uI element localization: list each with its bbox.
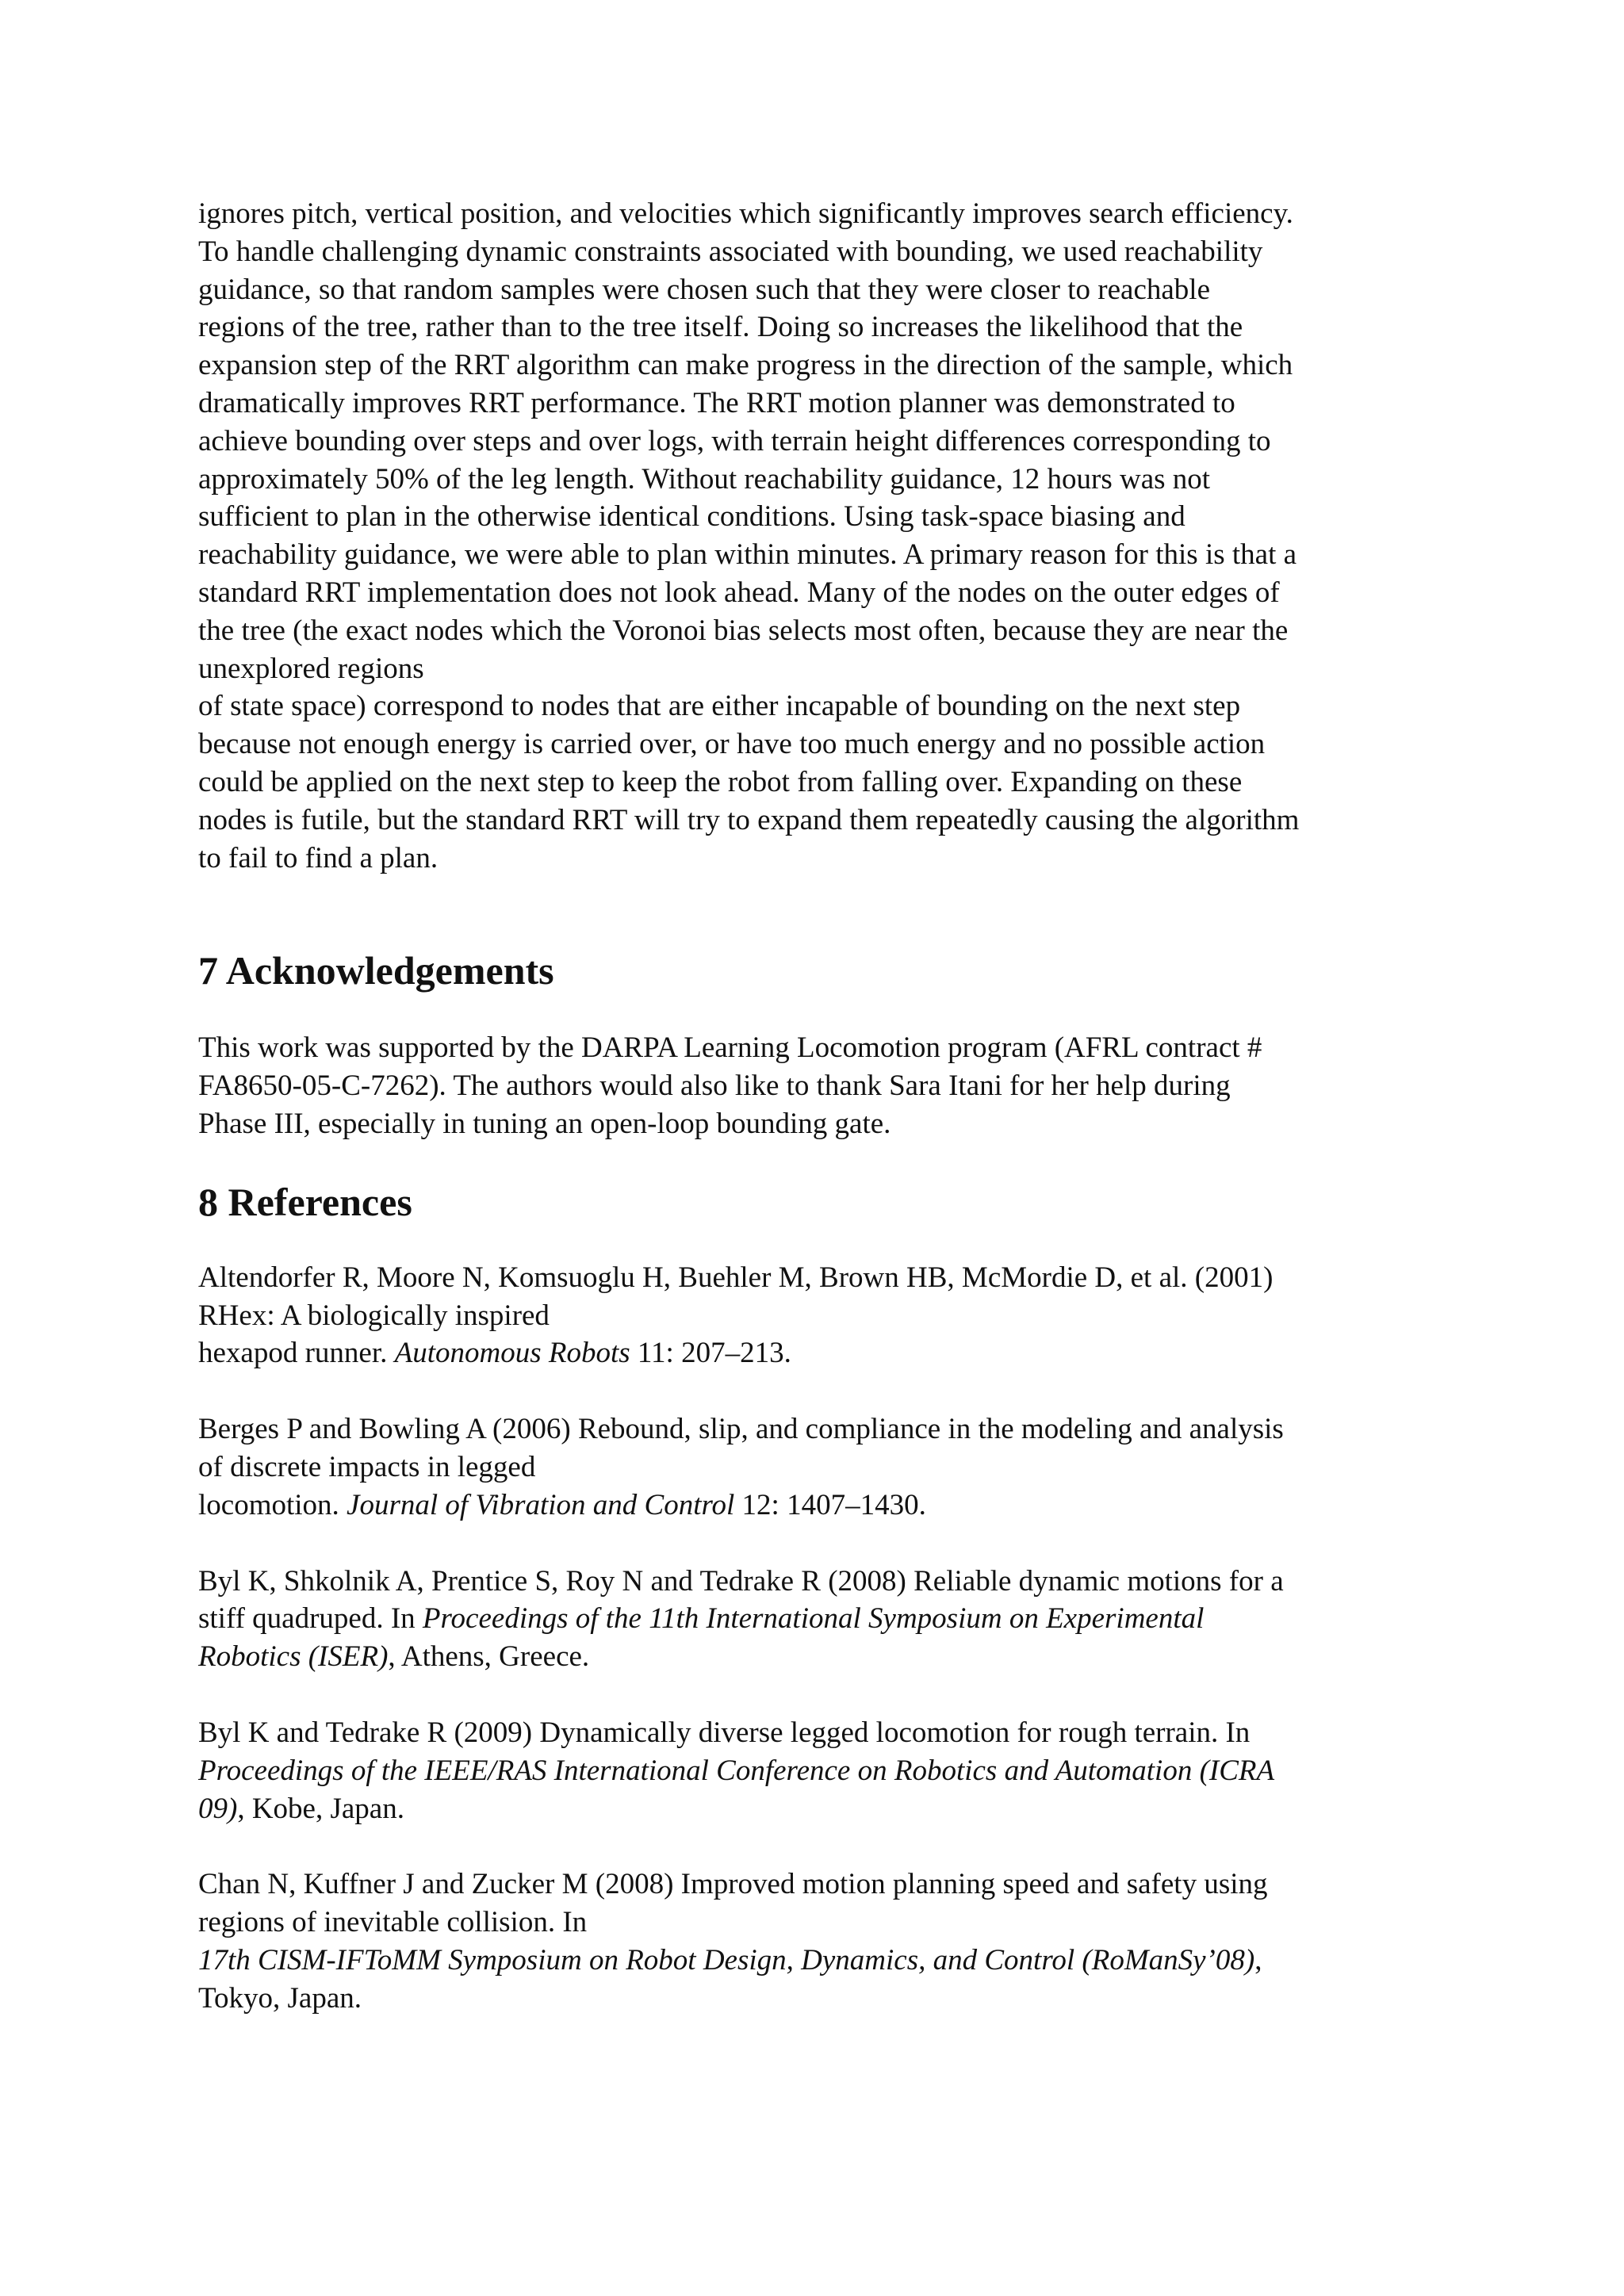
text-segment: , Kobe, Japan. bbox=[237, 1792, 404, 1825]
reference-entry bbox=[198, 1714, 1435, 1827]
text-segment: hexapod runner. bbox=[198, 1337, 395, 1370]
proceedings-title: Proceedings of the IEEE/RAS International Conference on Robotics and Automation (ICRA bbox=[198, 1754, 1275, 1787]
proceedings-title: 09) bbox=[198, 1792, 238, 1825]
text-line: because not enough energy is carried over, or have too much energy and no possible action bbox=[198, 728, 1266, 761]
text-line: standard RRT implementation does not look ahead. Many of the nodes on the outer edges of bbox=[198, 576, 1280, 609]
text-line: of discrete impacts in legged bbox=[198, 1450, 536, 1483]
document-page bbox=[198, 195, 1435, 2017]
intro-paragraph bbox=[198, 195, 1435, 877]
reference-entry bbox=[198, 1259, 1435, 1372]
text-line bbox=[198, 1790, 1435, 1828]
text-line: dramatically improves RRT performance. The RRT motion planner was demonstrated to bbox=[198, 386, 1235, 419]
text-line: unexplored regions bbox=[198, 652, 424, 685]
section-heading-references: 8 References bbox=[198, 1179, 412, 1224]
acknowledgements-paragraph bbox=[198, 1029, 1435, 1142]
text-line: FA8650-05-C-7262). The authors would also like to thank Sara Itani for her help during bbox=[198, 1070, 1231, 1103]
text-line: ignores pitch, vertical position, and velocities which significantly improves search efficiency. bbox=[198, 197, 1293, 230]
reference-entry bbox=[198, 1410, 1435, 1524]
section-heading-acknowledgements: 7 Acknowledgements bbox=[198, 948, 554, 993]
text-line bbox=[198, 1487, 1435, 1525]
text-segment: 11: 207–213. bbox=[630, 1337, 791, 1370]
text-line: RHex: A biologically inspired bbox=[198, 1299, 550, 1332]
text-segment: locomotion. bbox=[198, 1488, 347, 1521]
text-line: Tokyo, Japan. bbox=[198, 1981, 362, 2015]
proceedings-title: Robotics (ISER) bbox=[198, 1640, 389, 1674]
text-line bbox=[198, 1942, 1435, 1980]
text-line: could be applied on the next step to keep the robot from falling over. Expanding on these bbox=[198, 765, 1243, 798]
text-line: Altendorfer R, Moore N, Komsuoglu H, Buehler M, Brown HB, McMordie D, et al. (2001) bbox=[198, 1261, 1274, 1294]
text-line: reachability guidance, we were able to plan within minutes. A primary reason for this is that a bbox=[198, 538, 1297, 572]
text-line bbox=[198, 1600, 1435, 1638]
text-line: Byl K and Tedrake R (2009) Dynamically diverse legged locomotion for rough terrain. In bbox=[198, 1716, 1251, 1749]
text-segment: , Athens, Greece. bbox=[388, 1640, 590, 1674]
text-line: achieve bounding over steps and over logs, with terrain height differences corresponding to bbox=[198, 424, 1271, 457]
reference-entry bbox=[198, 1866, 1435, 2017]
text-segment: 12: 1407–1430. bbox=[734, 1488, 926, 1521]
text-line: To handle challenging dynamic constraints associated with bounding, we used reachability bbox=[198, 235, 1263, 268]
journal-title: Journal of Vibration and Control bbox=[347, 1488, 735, 1521]
text-line bbox=[198, 1752, 1435, 1790]
text-line: This work was supported by the DARPA Learning Locomotion program (AFRL contract # bbox=[198, 1031, 1262, 1065]
text-line: to fail to find a plan. bbox=[198, 841, 439, 874]
text-line: regions of inevitable collision. In bbox=[198, 1906, 588, 1939]
text-line: sufficient to plan in the otherwise identical conditions. Using task-space biasing and bbox=[198, 500, 1185, 534]
text-line: approximately 50% of the leg length. Without reachability guidance, 12 hours was not bbox=[198, 462, 1211, 496]
text-line: nodes is futile, but the standard RRT will try to expand them repeatedly causing the algorithm bbox=[198, 803, 1300, 836]
text-line bbox=[198, 1638, 1435, 1676]
text-line: expansion step of the RRT algorithm can make progress in the direction of the sample, which bbox=[198, 349, 1293, 382]
text-line: Byl K, Shkolnik A, Prentice S, Roy N and Tedrake R (2008) Reliable dynamic motions for a bbox=[198, 1564, 1284, 1598]
text-line: Chan N, Kuffner J and Zucker M (2008) Improved motion planning speed and safety using bbox=[198, 1868, 1268, 1901]
proceedings-title: Proceedings of the 11th International Symposium on Experimental bbox=[422, 1602, 1205, 1636]
text-line: guidance, so that random samples were chosen such that they were closer to reachable bbox=[198, 273, 1211, 306]
text-line: the tree (the exact nodes which the Voronoi bias selects most often, because they are near the bbox=[198, 614, 1289, 647]
text-line bbox=[198, 1334, 1435, 1372]
text-line: Berges P and Bowling A (2006) Rebound, slip, and compliance in the modeling and analysis bbox=[198, 1413, 1284, 1446]
text-segment: , bbox=[1254, 1943, 1262, 1976]
reference-entry bbox=[198, 1563, 1435, 1676]
text-segment: stiff quadruped. In bbox=[198, 1602, 423, 1636]
proceedings-title: 17th CISM-IFToMM Symposium on Robot Design, Dynamics, and Control (RoManSy’08) bbox=[198, 1943, 1255, 1976]
text-line: of state space) correspond to nodes that are either incapable of bounding on the next step bbox=[198, 690, 1241, 723]
text-line: Phase III, especially in tuning an open-loop bounding gate. bbox=[198, 1107, 891, 1140]
text-line: regions of the tree, rather than to the tree itself. Doing so increases the likelihood that the bbox=[198, 311, 1243, 344]
journal-title: Autonomous Robots bbox=[394, 1337, 630, 1370]
